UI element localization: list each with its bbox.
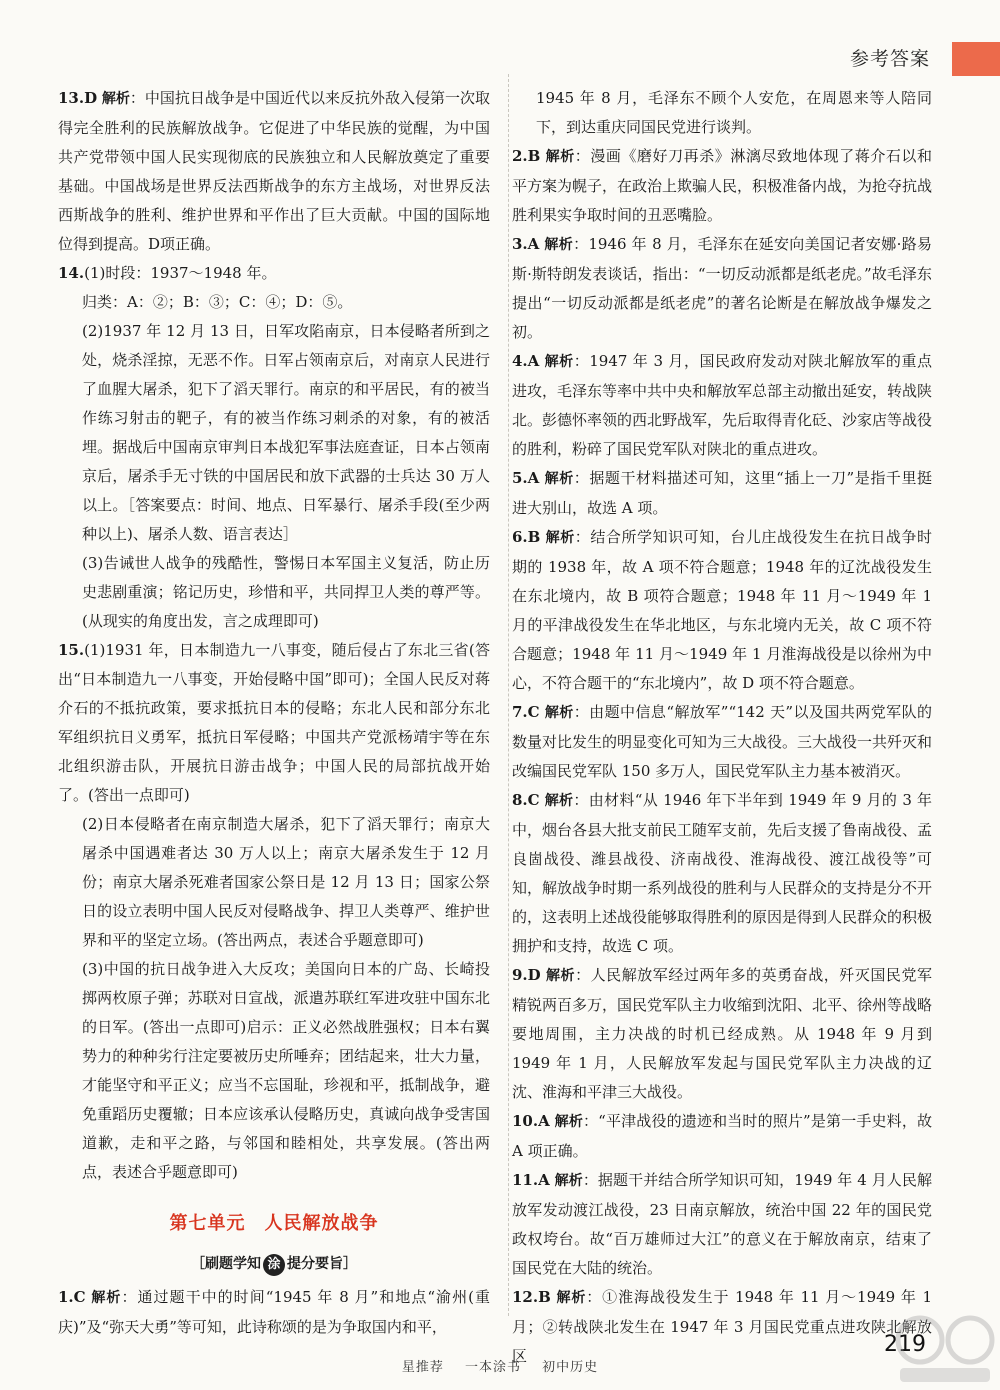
answer-number: 9.D xyxy=(512,966,541,984)
answer-15 xyxy=(58,636,490,810)
answer-text: ：1947 年 3 月，国民政府发动对陕北解放军的重点进攻，毛泽东等率中共中央和解放军总部主动撤出延安，转战陕北。彭德怀率领的西北野战军，先后取得青化砭、沙家店等战役的胜利，粉碎了国民党军队对陕北的重点进攻。 xyxy=(512,352,933,458)
answer-5 xyxy=(512,464,932,523)
answer-section-label: 参考答案 xyxy=(850,48,931,70)
banner-text-pre: ［刷题学知 xyxy=(191,1256,261,1272)
answer-number: 7.C xyxy=(512,703,540,721)
footer-series: 一本涂书 xyxy=(464,1360,521,1375)
answer-9 xyxy=(512,961,932,1107)
answer-text: ：“平津战役的遗迹和当时的照片”是第一手史料，故 A 项正确。 xyxy=(512,1112,933,1160)
answer-number: 1.C xyxy=(58,1288,86,1306)
answer-paragraph: (2)1937 年 12 月 13 日，日军攻陷南京，日本侵略者所到之处，烧杀淫掠，无恶不作。日军占领南京后，对南京人民进行了血腥大屠杀，犯下了滔天罪行。南京的和平居民，有的被当作练习射击的靶子，有的被当作练习刺杀的对象，有的被活埋。据战后中国南京审判日本战犯军事法庭查证，日本占领南京后，屠杀手无寸铁的中国居民和放下武器的士兵达 30 万人以上。［答案要点：时间、地点、日军暴行、屠杀手段(至少两种以上)、屠杀人数、语言表达］ xyxy=(82,322,490,543)
answer-3 xyxy=(512,230,932,347)
analysis-keyword: 解析 xyxy=(544,793,574,809)
answer-7 xyxy=(512,698,932,786)
answer-1-continued: 1945 年 8 月，毛泽东不顾个人安危，在周恩来等人陪同下，到达重庆同国民党进行谈判。 xyxy=(536,89,932,136)
answer-10 xyxy=(512,1107,932,1166)
answer-text: ：由题中信息“解放军”“142 天”以及国共两党军队的数量对比发生的明显变化可知为三大战役。三大战役一共歼灭和改编国民党军队 150 多万人，国民党军队主力基本被消灭。 xyxy=(512,703,933,780)
analysis-keyword: 解析 xyxy=(544,471,574,487)
watermark-logo-icon xyxy=(890,1306,1000,1390)
answer-number: 8.C xyxy=(512,791,540,809)
answer-number: 14. xyxy=(58,264,85,282)
answer-paragraph: (2)日本侵略者在南京制造大屠杀，犯下了滔天罪行；南京大屠杀中国遇难者达 30 万人以上；南京大屠杀发生于 12 月份；南京大屠杀死难者国家公祭日是 12 月 13 日；国家公祭日的设立表明中国人民反对侵略战争、捍卫人类尊严、维护世界和平的坚定立场。(答出两点，表述合乎题意即可) xyxy=(82,815,490,949)
answer-number: 2.B xyxy=(512,147,541,165)
answer-text: ：漫画《磨好刀再杀》淋漓尽致地体现了蒋介石以和平方案为幌子，在政治上欺骗人民，积极准备内战，为抢夺抗战胜利果实争取时间的丑恶嘴脸。 xyxy=(512,147,933,224)
left-column xyxy=(58,84,490,1342)
answer-number: 15. xyxy=(58,641,85,659)
unit-title: 第七单元 人民解放战争 xyxy=(169,1213,379,1234)
answer-8 xyxy=(512,786,932,961)
answer-14 xyxy=(58,259,490,288)
analysis-keyword: 解析 xyxy=(554,1173,583,1189)
answer-1 xyxy=(58,1283,490,1342)
answer-paragraph: (3)告诫世人战争的残酷性，警惕日本军国主义复活，防止历史悲剧重演；铭记历史，珍惜和平，共同捍卫人类的尊严等。(从现实的角度出发，言之成理即可) xyxy=(82,554,490,630)
analysis-keyword: 解析 xyxy=(91,1290,122,1306)
analysis-keyword: 解析 xyxy=(544,237,574,253)
analysis-keyword: 解析 xyxy=(545,968,576,984)
right-column xyxy=(512,84,932,1371)
answer-paragraph: 归类：A：②；B：③；C：④；D：⑤。 xyxy=(82,293,353,311)
answer-number: 6.B xyxy=(512,528,541,546)
answer-text: (1)1931 年，日本制造九一八事变，随后侵占了东北三省(答出“日本制造九一八事变，开始侵略中国”即可)；全国人民反对蒋介石的不抵抗政策，要求抵抗日本的侵略；东北人民和部分东北军组织抗日义勇军，抵抗日军侵略；中国共产党派杨靖宇等在东北组织游击队，开展抗日游击战争；中国人民的局部抗战开始了。(答出一点即可) xyxy=(58,641,490,804)
analysis-keyword: 解析 xyxy=(545,149,575,165)
answer-6 xyxy=(512,523,932,698)
answer-text: ：据题干并结合所学知识可知，1949 年 4 月人民解放军发动渡江战役，23 日南京解放，统治中国 22 年的国民党政权垮台。故“百万雄师过大江”的意义在于解放南京，结束了国民党在大陆的统治。 xyxy=(512,1171,932,1277)
analysis-keyword: 解析 xyxy=(554,1114,583,1130)
header-color-tab xyxy=(952,42,1000,76)
answer-2 xyxy=(512,142,932,230)
answer-text: ：1946 年 8 月，毛泽东在延安向美国记者安娜·路易斯·斯特朗发表谈话，指出：“一切反动派都是纸老虎。”故毛泽东提出“一切反动派都是纸老虎”的著名论断是在解放战争爆发之初。 xyxy=(512,235,932,341)
page-footer xyxy=(0,1356,1000,1375)
paint-icon: 涂 xyxy=(263,1254,285,1276)
footer-brand: 星推荐 xyxy=(401,1360,444,1375)
analysis-keyword: 解析 xyxy=(544,705,574,721)
footer-subject: 初中历史 xyxy=(542,1360,599,1375)
banner-text-post: 提分要旨］ xyxy=(287,1256,357,1272)
answer-paragraph: (3)中国的抗日战争进入大反攻；美国向日本的广岛、长崎投掷两枚原子弹；苏联对日宣战，派遣苏联红军进攻驻中国东北的日军。(答出一点即可)启示：正义必然战胜强权；日本右翼势力的种种劣行注定要被历史所唾弃；团结起来，壮大力量，才能坚守和平正义；应当不忘国耻，珍视和平，抵制战争，避免重蹈历史覆辙；日本应该承认侵略历史，真诚向战争受害国道歉，走和平之路，与邻国和睦相处，共享发展。(答出两点，表述合乎题意即可) xyxy=(82,960,490,1181)
answer-4 xyxy=(512,347,932,464)
analysis-keyword: 解析 xyxy=(544,354,574,370)
answer-text: ：中国抗日战争是中国近代以来反抗外敌入侵第一次取得完全胜利的民族解放战争。它促进了中华民族的觉醒，为中国共产党带领中国人民实现彻底的民族独立和人民解放奠定了重要基础。中国战场是世界反法西斯战争的东方主战场，对世界反法西斯战争的胜利、维护世界和平作出了巨大贡献。中国的国际地位得到提高。D项正确。 xyxy=(58,89,490,253)
section-banner xyxy=(58,1250,490,1279)
analysis-keyword: 解析 xyxy=(556,1290,587,1306)
page-number: 219 xyxy=(884,1332,926,1357)
answer-text: ：通过题干中的时间“1945 年 8 月”和地点“渝州(重庆)”及“弥天大勇”等可知，此诗称颂的是为争取国内和平， xyxy=(58,1288,490,1336)
answer-13 xyxy=(58,84,490,259)
analysis-keyword: 解析 xyxy=(101,91,130,107)
answer-number: 3.A xyxy=(512,235,540,253)
answer-text: ：结合所学知识可知，台儿庄战役发生在抗日战争时期的 1938 年，故 A 项不符合题意；1948 年的辽沈战役发生在东北境内，故 B 项符合题意；1948 年 11 月～1949 年 1 月的平津战役发生在华北地区，与东北境内无关，故 C 项不符合题意；1948 年 11 月～1949 年 1 月淮海战役是以徐州为中心，不符合题干的“东北境内”，故 D 项不符合题意。 xyxy=(512,528,932,692)
column-divider xyxy=(508,74,510,1316)
analysis-keyword: 解析 xyxy=(545,530,575,546)
answer-11 xyxy=(512,1166,932,1283)
answer-text: ：①淮海战役发生于 1948 年 11 月～1949 年 1 月；②转战陕北发生在 1947 年 3 月国民党重点进攻陕北解放区 xyxy=(512,1288,932,1365)
answer-text: (1)时段：1937～1948 年。 xyxy=(84,264,277,282)
answer-number: 5.A xyxy=(512,469,540,487)
answer-number: 12.B xyxy=(512,1288,551,1306)
answer-number: 10.A xyxy=(512,1112,550,1130)
answer-text: ：由材料“从 1946 年下半年到 1949 年 9 月的 3 年中，烟台各县大批支前民工随军支前，先后支援了鲁南战役、孟良崮战役、潍县战役、济南战役、淮海战役、渡江战役等”可知，解放战争时期一系列战役的胜利与人民群众的支持是分不开的，这表明上述战役能够取得胜利的原因是得到人民群众的积极拥护和支持，故选 C 项。 xyxy=(512,791,933,955)
answer-number: 4.A xyxy=(512,352,540,370)
answer-text: ：人民解放军经过两年多的英勇奋战，歼灭国民党军精锐两百多万，国民党军队主力收缩到沈阳、北平、徐州等战略要地周围，主力决战的时机已经成熟。从 1948 年 9 月到 1949 年 1 月，人民解放军发起与国民党军队主力决战的辽沈、淮海和平津三大战役。 xyxy=(512,966,933,1101)
answer-number: 11.A xyxy=(512,1171,550,1189)
answer-text: ：据题干材料描述可知，这里“插上一刀”是指千里挺进大别山，故选 A 项。 xyxy=(512,469,933,517)
answer-number: 13.D xyxy=(58,89,98,107)
